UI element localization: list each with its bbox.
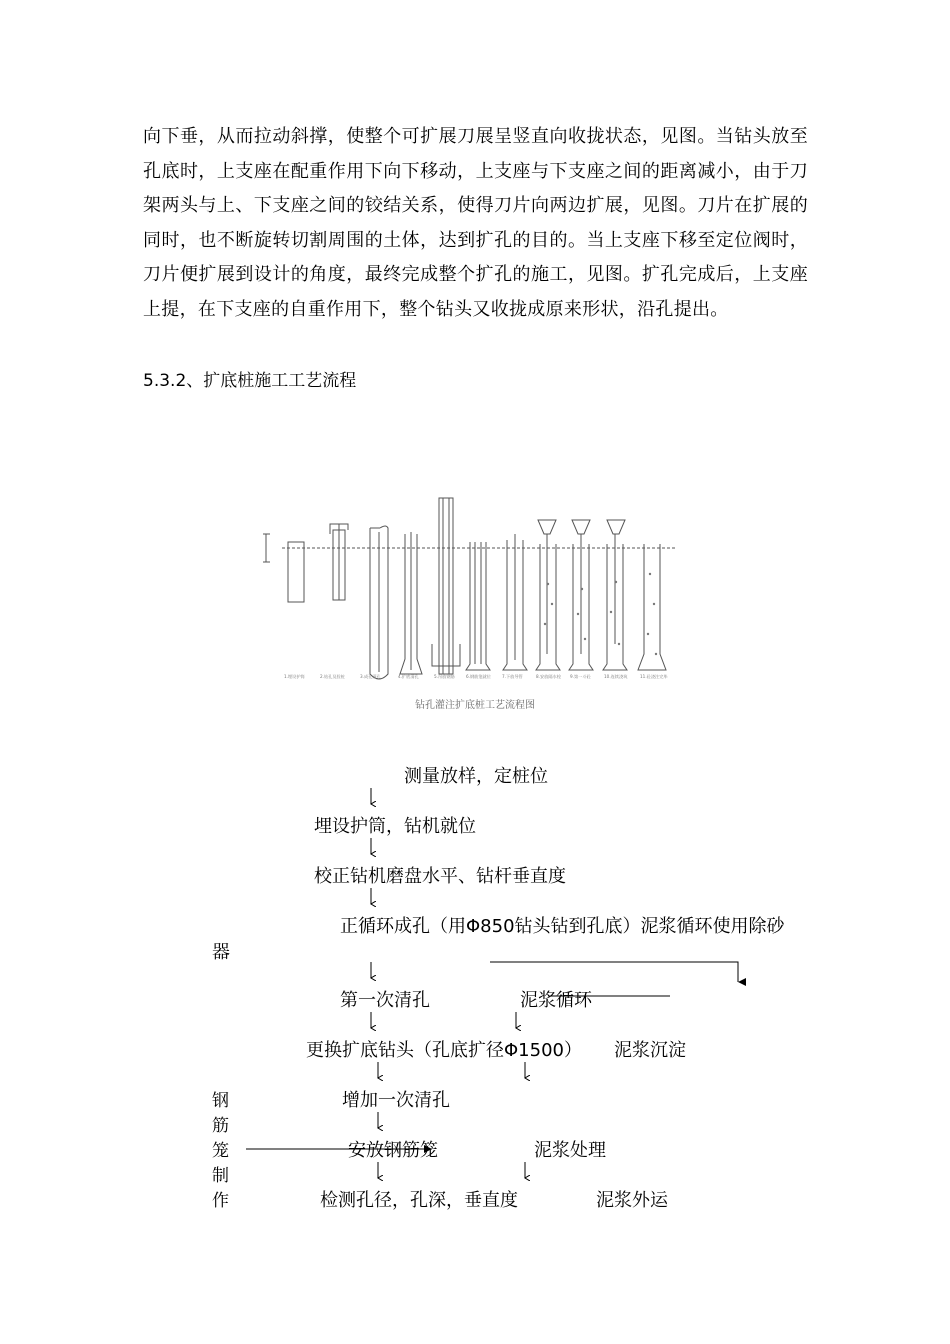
flow-step-change-bit: 更换扩底钻头（孔底扩径Φ1500）: [306, 1040, 582, 1061]
flow-step-extra-clean: 增加一次清孔: [342, 1090, 450, 1111]
figure-step-label: 6.钢筋笼就位: [466, 674, 491, 679]
flow-step-casing: 埋设护筒，钻机就位: [314, 816, 476, 837]
flow-step-inspect: 检测孔径，孔深，垂直度: [320, 1190, 518, 1211]
figure-step-label: 11.砼浇注完毕: [640, 674, 668, 679]
flow-mud-treat: 泥浆处理: [534, 1140, 606, 1161]
side-char: 制: [212, 1166, 229, 1186]
figure-step-label: 2.钻孔及验桩: [320, 674, 345, 679]
figure-step-label: 5.吊放钢筋: [434, 674, 455, 679]
section-heading: 5.3.2、扩底桩施工工艺流程: [143, 371, 357, 391]
flow-step-drill: 正循环成孔（用Φ850钻头钻到孔底）泥浆循环使用除砂: [340, 916, 785, 937]
side-char: 钢: [212, 1091, 229, 1111]
flow-step-survey: 测量放样，定桩位: [404, 766, 548, 787]
figure-step-label: 1.埋设护筒: [284, 674, 305, 679]
figure-step-label: 10.连续浇筑: [604, 674, 628, 679]
arrow-mud-return: [490, 962, 738, 982]
flow-mud-out: 泥浆外运: [596, 1190, 668, 1211]
flow-mud-circulation: 泥浆循环: [520, 990, 592, 1011]
side-char: 笼: [212, 1141, 229, 1161]
flow-step-first-clean: 第一次清孔: [340, 990, 430, 1011]
figure-step-label: 4.扩底清孔: [398, 674, 419, 679]
flow-step-drill-cont: 器: [212, 942, 230, 963]
figure-caption: 钻孔灌注扩底桩工艺流程图: [415, 700, 535, 711]
figure-step-label: 3.成孔清孔: [360, 674, 381, 679]
figure-step-label: 9.第一斗砼: [570, 674, 591, 679]
flow-step-calibrate: 校正钻机磨盘水平、钻杆垂直度: [314, 866, 566, 887]
body-paragraph: 向下垂，从而拉动斜撑，使整个可扩展刀展呈竖直向收拢状态，见图。当钻头放至孔底时，上支座在配重作用下向下移动，上支座与下支座之间的距离减小，由于刀架两头与上、下支座之间的铰结关系，使得刀片向两边扩展，见图。刀片在扩展的同时，也不断旋转切割周围的土体，达到扩孔的目的。当上支座下移至定位阀时，刀片便扩展到设计的角度，最终完成整个扩孔的施工，见图。扩孔完成后，上支座上提，在下支座的自重作用下，整个钻头又收拢成原来形状，沿孔提出。: [143, 126, 808, 320]
figure-step-label: 8.安放隔水栓: [536, 674, 561, 679]
side-char: 筋: [212, 1116, 229, 1136]
flow-step-place-cage: 安放钢筋笼: [348, 1140, 438, 1161]
flow-mud-settle: 泥浆沉淀: [614, 1040, 686, 1061]
figure-step-label: 7.下放导管: [502, 674, 523, 679]
side-char: 作: [212, 1191, 229, 1211]
